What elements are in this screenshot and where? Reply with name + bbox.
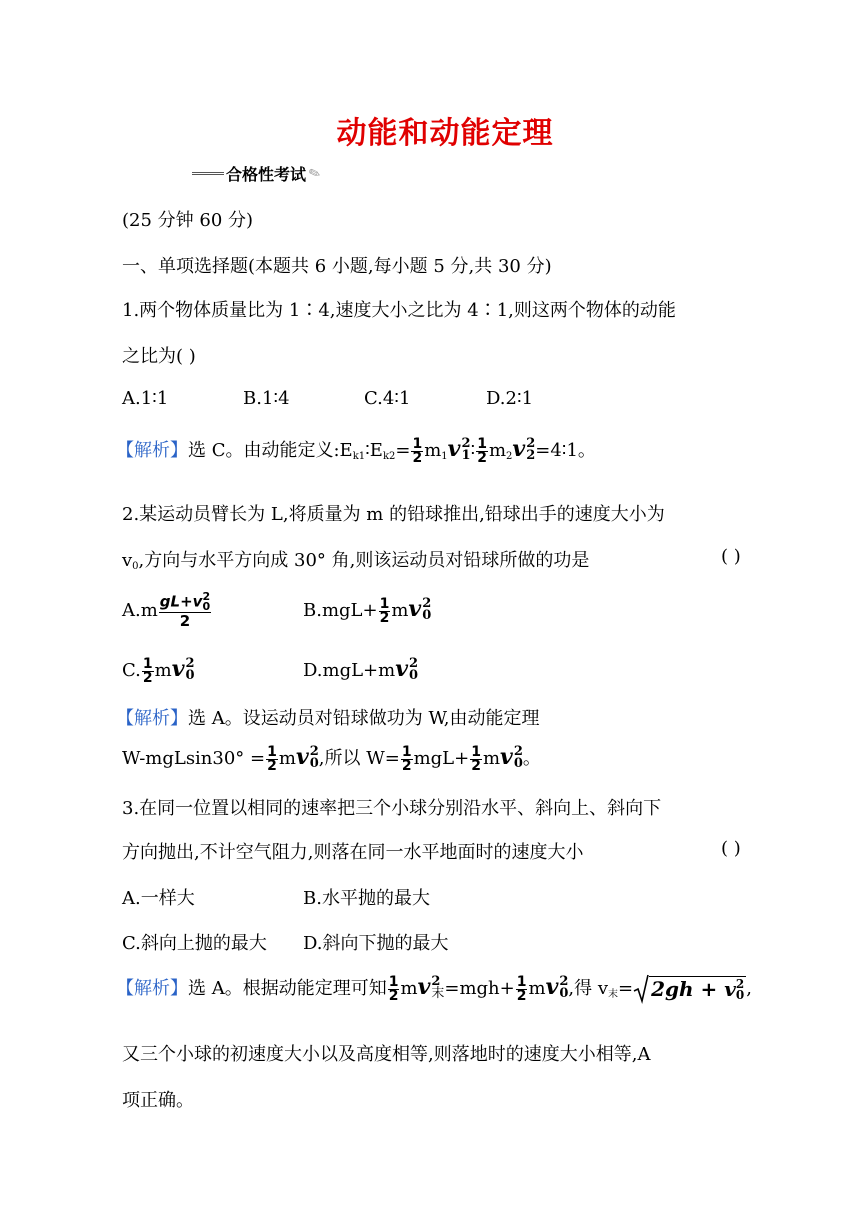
- q2-option-b: B.mgL+ $\frac{1}{2}$ mv 2 0: [303, 595, 432, 626]
- fraction-half: $\frac{1}{2}$: [477, 435, 487, 466]
- q1-stem-line2: 之比为( ): [122, 346, 196, 367]
- analysis-tag: 【解析】: [116, 978, 188, 999]
- q3-option-b: B.水平抛的最大: [303, 888, 430, 909]
- pencil-icon: ✎: [306, 163, 324, 184]
- q1-option-a: A.1∶1: [122, 388, 169, 409]
- analysis-tag: 【解析】: [116, 708, 188, 729]
- q1-sub-k2: k2: [382, 451, 396, 462]
- subtitle-text: 合格性考试: [226, 165, 307, 184]
- q2-option-c: C. $\frac{1}{2}$ mv 2 0: [122, 655, 195, 686]
- page-title: 动能和动能定理: [336, 116, 554, 151]
- fraction-half: $\frac{1}{2}$: [412, 435, 423, 466]
- section-heading: 一、单项选择题(本题共 6 小题,每小题 5 分,共 30 分): [122, 256, 552, 277]
- q3-stem-line1: 3.在同一位置以相同的速率把三个小球分别沿水平、斜向上、斜向下: [122, 798, 662, 819]
- q1-ans-text: 选 C。由动能定义:E: [188, 440, 353, 461]
- q2-analysis-line2: W-mgLsin30° = $\frac{1}{2}$ mv 2 0 ,所以 W= $\frac{1}{2}$ mgL+ $\frac{1}{2}$ mv 2 0 。: [122, 743, 541, 774]
- q2-stem-line1: 2.某运动员臂长为 L,将质量为 m 的铅球推出,铅球出手的速度大小为: [122, 504, 665, 525]
- q1-sub-k1: k1: [352, 451, 366, 462]
- q2-stem-line2: $v_0$,方向与水平方向成 30° 角,则该运动员对铅球所做的功是: [122, 550, 590, 572]
- time-info: (25 分钟 60 分): [122, 210, 254, 231]
- q1-option-b: B.1∶4: [243, 388, 290, 409]
- q3-analysis-line2: 又三个小球的初速度大小以及高度相等,则落地时的速度大小相等,A: [122, 1044, 651, 1065]
- sqrt-expression: 2gh + v 2 0: [633, 974, 746, 1004]
- q3-option-c: C.斜向上抛的最大: [122, 933, 267, 954]
- q1-option-c: C.4∶1: [364, 388, 411, 409]
- q1-ans-end: =4∶1。: [535, 440, 596, 461]
- subtitle-rule: [192, 172, 224, 175]
- q3-stem-line2: 方向抛出,不计空气阻力,则落在同一水平地面时的速度大小: [122, 842, 584, 863]
- q2-option-d: D.mgL+mv 2 0: [303, 656, 419, 683]
- analysis-tag: 【解析】: [116, 440, 188, 461]
- subtitle: [192, 162, 324, 185]
- q1-option-d: D.2∶1: [486, 388, 534, 409]
- q1-stem-line1: 1.两个物体质量比为 1∶4,速度大小之比为 4∶1,则这两个物体的动能: [122, 300, 676, 321]
- q3-option-a: A.一样大: [122, 888, 195, 909]
- q3-analysis-line3: 项正确。: [122, 1090, 194, 1111]
- q3-answer-paren: ( ): [721, 838, 741, 859]
- q1-analysis: 【解析】选 C。由动能定义$:E_{k1}∶E_{k2}=$ $\frac{1}{2}$ $m_1v$ 2 1 ∶ $\frac{1}{2}$ $m_2v$ 2 2 =4∶1。: [116, 435, 596, 466]
- q2-answer-paren: ( ): [721, 546, 741, 567]
- q2-analysis-line1: 【解析】选 A。设运动员对铅球做功为 W,由动能定理: [116, 708, 540, 729]
- q2-option-a: A.m gL+v 2 0 2: [122, 590, 211, 630]
- q3-analysis-line1: 【解析】选 A。根据动能定理可知 $\frac{1}{2}$ mv 2 末 =mgh+ $\frac{1}{2}$ mv 2 0 ,得 $v_末= 2gh + v$ 2 0 ,: [116, 973, 752, 1004]
- q3-option-d: D.斜向下抛的最大: [303, 933, 449, 954]
- q1-ans-colon: ∶E: [365, 440, 383, 461]
